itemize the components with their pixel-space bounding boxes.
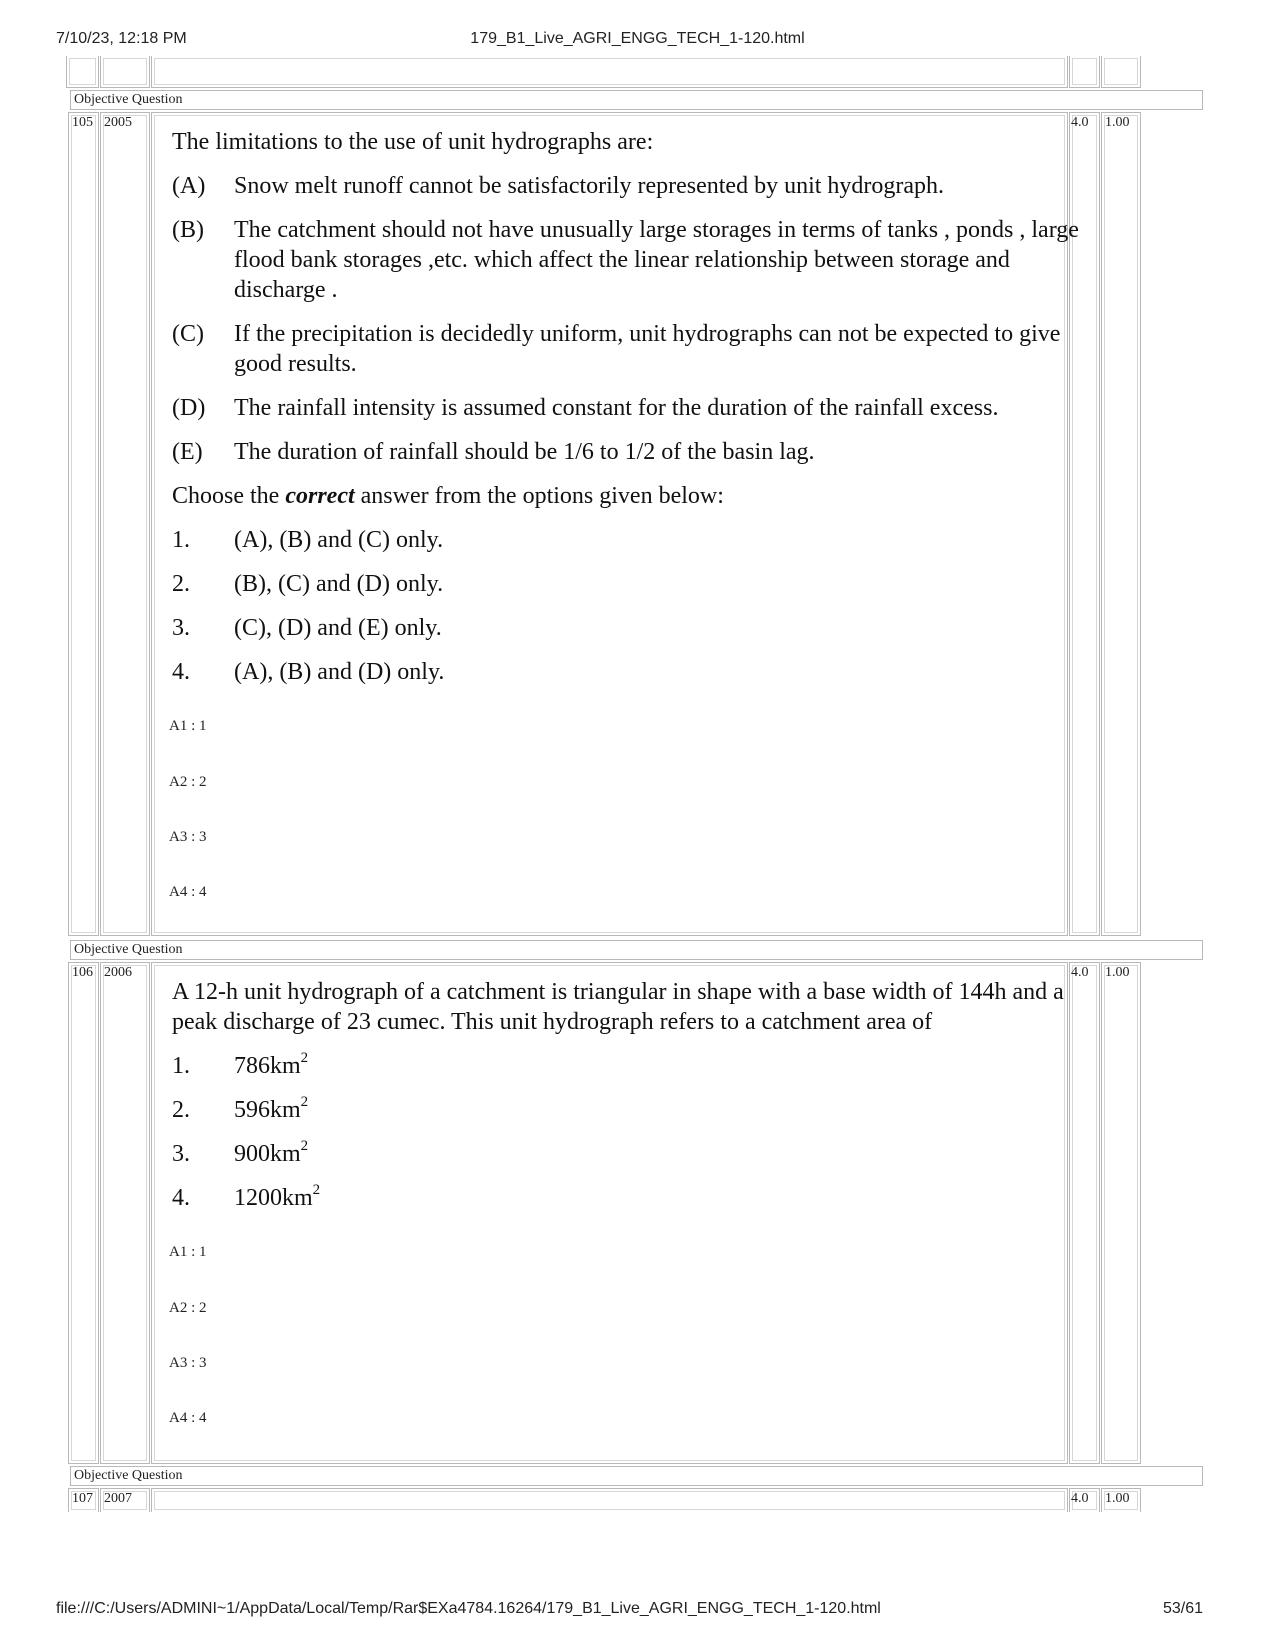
option-item [172, 657, 1100, 687]
option-number: 3. [172, 615, 190, 641]
question-marks: 4.0 [1071, 115, 1089, 130]
option-text: $900km^2$ [234, 1138, 309, 1167]
question-id: 2007 [104, 1491, 132, 1506]
option-item [172, 569, 1100, 599]
answer-key: A3 : 3 [169, 1355, 207, 1371]
question-sno-cell [68, 962, 99, 1464]
answer-key: A4 : 4 [169, 1410, 207, 1426]
statement-label: (E) [172, 439, 203, 465]
option-number: 2. [172, 571, 190, 597]
question-type-band [70, 940, 1203, 960]
question-sno: 105 [72, 115, 93, 130]
option-item [172, 1139, 1100, 1169]
choose-emphasis: correct [285, 483, 355, 509]
statement-text: If the precipitation is decidedly uniform, unit hydrographs can not be expected to give good results. [234, 321, 1061, 377]
prev-row-qid-cell [100, 56, 150, 88]
question-id-cell [100, 962, 150, 1464]
option-number: 4. [172, 659, 190, 685]
statement-item [172, 319, 1100, 379]
prev-row-negative-cell [1101, 56, 1141, 88]
question-id: 2006 [104, 965, 132, 980]
prev-row-body-cell [151, 56, 1068, 88]
statement-text: The catchment should not have unusually large storages in terms of tanks , ponds , large flood bank storages ,etc. which affect the linear relationship between storage and discharge . [234, 217, 1079, 303]
option-item [172, 613, 1100, 643]
print-page-number: 53/61 [1162, 1600, 1203, 1617]
print-header [0, 30, 1275, 52]
option-number: 3. [172, 1141, 190, 1167]
prev-row-sno-cell [66, 56, 99, 88]
question-type-label: Objective Question [74, 1468, 183, 1483]
answer-key: A1 : 1 [169, 718, 207, 734]
option-text: (A), (B) and (C) only. [234, 527, 444, 553]
print-file-path: file:///C:/Users/ADMINI~1/AppData/Local/Temp/Rar$EXa4784.16264/179_B1_Live_AGRI_ENGG_TECH_1-120.html [56, 1600, 881, 1617]
prev-row-marks-cell [1069, 56, 1100, 88]
question-type-band [70, 1466, 1203, 1486]
question-body-cell [151, 1488, 1068, 1512]
answer-key: A3 : 3 [169, 829, 207, 845]
option-text: $786km^2$ [234, 1050, 309, 1079]
statement-item [172, 215, 1100, 305]
answer-key: A4 : 4 [169, 884, 207, 900]
question-sno: 106 [72, 965, 93, 980]
statement-text: Snow melt runoff cannot be satisfactorily represented by unit hydrograph. [234, 173, 945, 199]
option-text: (A), (B) and (D) only. [234, 659, 445, 685]
question-type-label: Objective Question [74, 942, 183, 957]
question-marks: 4.0 [1071, 965, 1089, 980]
option-number: 4. [172, 1185, 190, 1211]
question-negative-marks: 1.00 [1105, 1491, 1130, 1506]
question-sno: 107 [72, 1491, 93, 1506]
answer-key: A2 : 2 [169, 774, 207, 790]
question-type-label: Objective Question [74, 92, 183, 107]
question-negative-cell [1101, 962, 1141, 1464]
statement-text: The rainfall intensity is assumed constant for the duration of the rainfall excess. [234, 395, 999, 421]
question-marks: 4.0 [1071, 1491, 1089, 1506]
question-negative-cell [1101, 112, 1141, 936]
choose-instruction: Choose the correct answer from the options given below: [172, 483, 724, 509]
option-number: 1. [172, 1053, 190, 1079]
question-stem: The limitations to the use of unit hydrographs are: [172, 129, 654, 155]
option-number: 2. [172, 1097, 190, 1123]
print-doc-title: 179_B1_Live_AGRI_ENGG_TECH_1-120.html [470, 30, 805, 47]
statement-text: The duration of rainfall should be 1/6 to 1/2 of the basin lag. [234, 439, 815, 465]
option-text: $596km^2$ [234, 1094, 309, 1123]
print-datetime: 7/10/23, 12:18 PM [56, 30, 187, 47]
question-negative-marks: 1.00 [1105, 965, 1130, 980]
question-id-cell [100, 112, 150, 936]
option-number: 1. [172, 527, 190, 553]
statement-item [172, 393, 1100, 423]
option-text: (C), (D) and (E) only. [234, 615, 442, 641]
question-type-band [70, 90, 1203, 110]
statement-item [172, 437, 1100, 467]
option-item [172, 1095, 1100, 1125]
question-negative-marks: 1.00 [1105, 115, 1130, 130]
statement-item [172, 171, 1100, 201]
statement-label: (A) [172, 173, 206, 199]
answer-key: A2 : 2 [169, 1300, 207, 1316]
option-item [172, 1051, 1100, 1081]
option-item [172, 525, 1100, 555]
answer-key: A1 : 1 [169, 1244, 207, 1260]
question-105-content [172, 127, 1100, 701]
statement-label: (C) [172, 321, 204, 347]
question-106-content [172, 977, 1100, 1227]
print-footer [0, 1600, 1275, 1622]
option-text: $1200km^2$ [234, 1182, 321, 1211]
question-stem: A 12-h unit hydrograph of a catchment is triangular in shape with a base width of 144h and a peak discharge of 23 cumec. This unit hydrograph refers to a catchment area of [172, 979, 1064, 1035]
option-item [172, 1183, 1100, 1213]
statement-label: (B) [172, 217, 204, 243]
question-sno-cell [68, 112, 99, 936]
option-text: (B), (C) and (D) only. [234, 571, 444, 597]
statement-label: (D) [172, 395, 206, 421]
question-id: 2005 [104, 115, 132, 130]
